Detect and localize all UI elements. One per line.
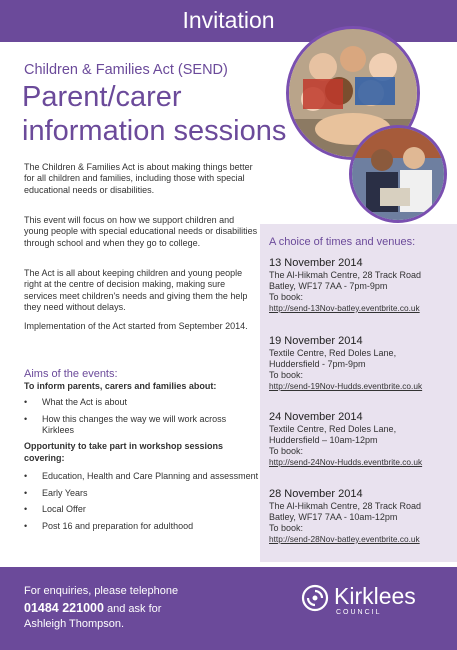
students-reading-photo [349,125,447,223]
list-item: • Local Offer [24,504,86,514]
kirklees-swirl-icon [300,583,330,613]
venue-time: Huddersfield – 10am-12pm [269,435,378,445]
logo-name: Kirklees [334,583,416,609]
intro-paragraph-1: The Children & Families Act is about making things better for all children and families, including those with special educational needs or disabilities. [24,162,253,195]
venue-date: 13 November 2014 [269,257,363,269]
workshop-heading: Opportunity to take part in workshop sessions covering: [24,441,224,463]
venue-book-label: To book: [269,446,304,456]
bullet-dot-icon: • [24,504,28,514]
workshop-list [24,471,259,537]
intro-paragraph-3: The Act is all about keeping children and young people right at the centre of decision making, making sure services meet children's needs and giving them the help they need without delays. [24,268,248,312]
logo-subtitle: COUNCIL [336,609,382,616]
intro-paragraph-4: Implementation of the Act started from September 2014. [24,321,248,331]
venue-book-label: To book: [269,292,304,302]
bullet-dot-icon: • [24,487,28,498]
venue-item [269,489,454,545]
phone-number[interactable]: 01484 221000 [24,601,104,615]
footer-phone-line [24,601,161,615]
header-title: Invitation [182,7,275,33]
venue-item [269,412,454,468]
venue-book-label: To book: [269,370,304,380]
footer-ask: and ask for [103,603,162,615]
venue-date: 19 November 2014 [269,335,363,347]
title-line-2: information sessions [22,115,287,147]
venue-address: Textile Centre, Red Doles Lane, [269,424,397,434]
booking-link[interactable]: http://send-13Nov-batley.eventbrite.co.uk [269,303,420,313]
venue-date: 24 November 2014 [269,411,363,423]
venue-book-label: To book: [269,523,304,533]
title-line-1: Parent/carer [22,81,182,113]
footer-enquiries: For enquiries, please telephone [24,585,179,597]
list-item: • Education, Health and Care Planning and assessment [24,471,259,481]
venues-heading: A choice of times and venues: [269,236,416,248]
footer-contact-name: Ashleigh Thompson. [24,618,125,630]
list-item: • What the Act is about [24,397,128,407]
list-item: • Early Years [24,487,88,498]
venue-time: Batley, WF17 7AA - 7pm-9pm [269,281,388,291]
booking-link[interactable]: http://send-19Nov-Hudds.eventbrite.co.uk [269,381,423,391]
venue-address: Textile Centre, Red Doles Lane, [269,348,397,358]
intro-paragraph-2: This event will focus on how we support children and young people with special educational needs or disabilities through school and when they go to college. [24,215,258,248]
bullet-dot-icon: • [24,520,28,531]
venue-time: Huddersfield - 7pm-9pm [269,359,366,369]
list-item: • Post 16 and preparation for adulthood [24,520,194,531]
venue-item [269,336,454,392]
page-title [22,80,312,148]
venue-date: 28 November 2014 [269,488,363,500]
bullet-dot-icon: • [24,397,28,407]
list-item: • How this changes the way we will work across Kirklees [24,413,227,435]
venue-address: The Al-Hikmah Centre, 28 Track Road [269,270,422,280]
booking-link[interactable]: http://send-24Nov-Hudds.eventbrite.co.uk [269,457,423,467]
aims-heading: Aims of the events: [24,368,118,380]
bullet-dot-icon: • [24,471,28,481]
bullet-dot-icon: • [24,413,28,424]
inform-list [24,397,259,442]
venue-address: The Al-Hikmah Centre, 28 Track Road [269,501,422,511]
venue-item [269,258,454,314]
inform-heading: To inform parents, carers and families about: [24,381,217,391]
subtitle: Children & Families Act (SEND) [24,62,228,78]
booking-link[interactable]: http://send-28Nov-batley.eventbrite.co.uk [269,534,420,544]
venue-time: Batley, WF17 7AA - 10am-12pm [269,512,398,522]
